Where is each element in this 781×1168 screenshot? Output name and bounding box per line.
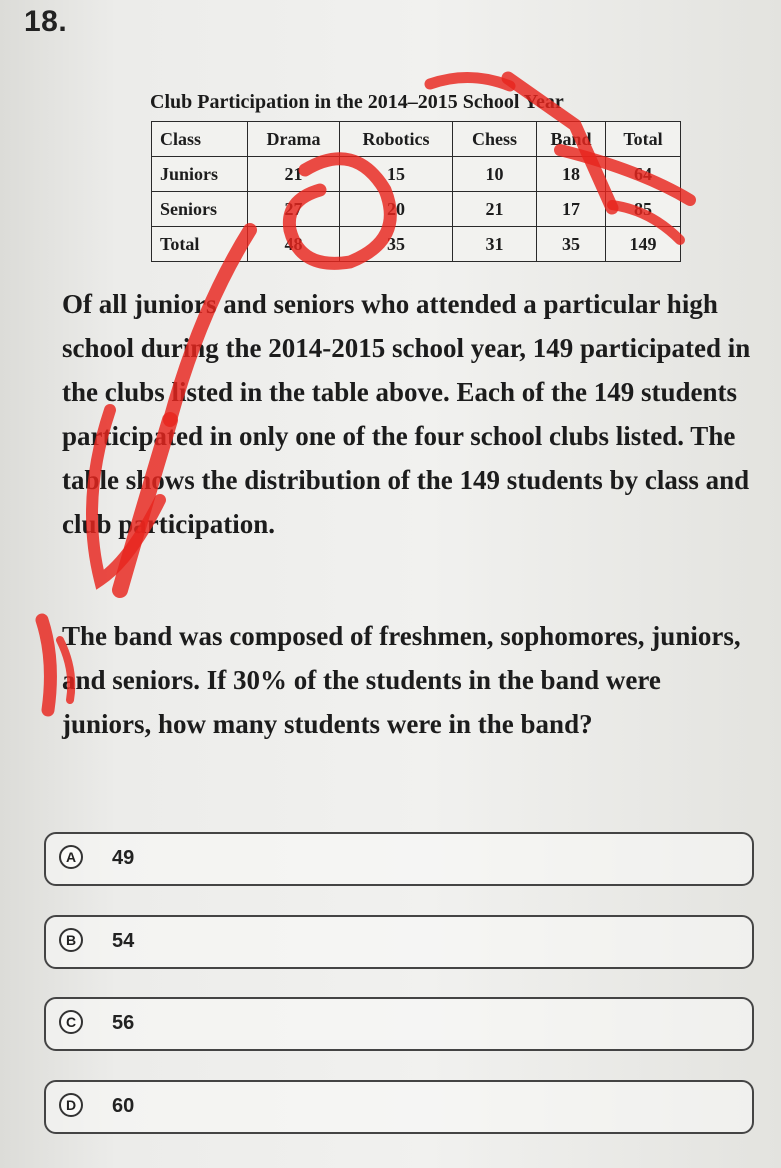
header-cell: Drama <box>248 122 340 157</box>
table-cell: 31 <box>453 227 537 262</box>
table-title: Club Participation in the 2014–2015 School Year <box>150 91 564 113</box>
table-cell: 17 <box>537 192 606 227</box>
table-cell: 21 <box>453 192 537 227</box>
answer-choice-a[interactable] <box>44 832 754 886</box>
question-context-paragraph: Of all juniors and seniors who attended a particular high school during the 2014-2015 school year, 149 participated in the clubs listed in the table above. Each of the 149 students participated in only one of the four school clubs listed. The table shows the distribution of the 149 students by class and club participation. <box>62 289 751 539</box>
table-cell: Juniors <box>152 157 248 192</box>
choice-value: 49 <box>112 847 135 869</box>
choice-value: 60 <box>112 1095 135 1117</box>
table-cell: 18 <box>537 157 606 192</box>
table-cell: 149 <box>606 227 681 262</box>
table-cell: 15 <box>340 157 453 192</box>
table-cell: 10 <box>453 157 537 192</box>
table-cell: 64 <box>606 157 681 192</box>
table-header-row <box>152 122 681 157</box>
header-cell: Chess <box>453 122 537 157</box>
table-cell: 48 <box>248 227 340 262</box>
choice-letter-badge: C <box>59 1010 83 1034</box>
choice-value: 56 <box>112 1012 135 1034</box>
header-cell: Robotics <box>340 122 453 157</box>
answer-choice-b[interactable] <box>44 915 754 969</box>
table-cell: 35 <box>537 227 606 262</box>
table-cell: 27 <box>248 192 340 227</box>
table-row <box>152 192 681 227</box>
question-prompt-paragraph: The band was composed of freshmen, sophomores, juniors, and seniors. If 30% of the students in the band were juniors, how many students were in the band? <box>62 621 741 739</box>
choice-letter-badge: B <box>59 928 83 952</box>
choice-value: 54 <box>112 930 135 952</box>
header-cell: Class <box>152 122 248 157</box>
table-cell: 21 <box>248 157 340 192</box>
table-cell: 85 <box>606 192 681 227</box>
table-cell: Total <box>152 227 248 262</box>
table-cell: Seniors <box>152 192 248 227</box>
answer-choice-c[interactable] <box>44 997 754 1051</box>
question-number: 18. <box>24 5 68 38</box>
choice-letter-badge: A <box>59 845 83 869</box>
table-cell: 20 <box>340 192 453 227</box>
header-cell: Band <box>537 122 606 157</box>
club-participation-table <box>151 121 681 262</box>
header-cell: Total <box>606 122 681 157</box>
table-row <box>152 157 681 192</box>
answer-choice-d[interactable] <box>44 1080 754 1134</box>
choice-letter-badge: D <box>59 1093 83 1117</box>
table-cell: 35 <box>340 227 453 262</box>
table-row <box>152 227 681 262</box>
